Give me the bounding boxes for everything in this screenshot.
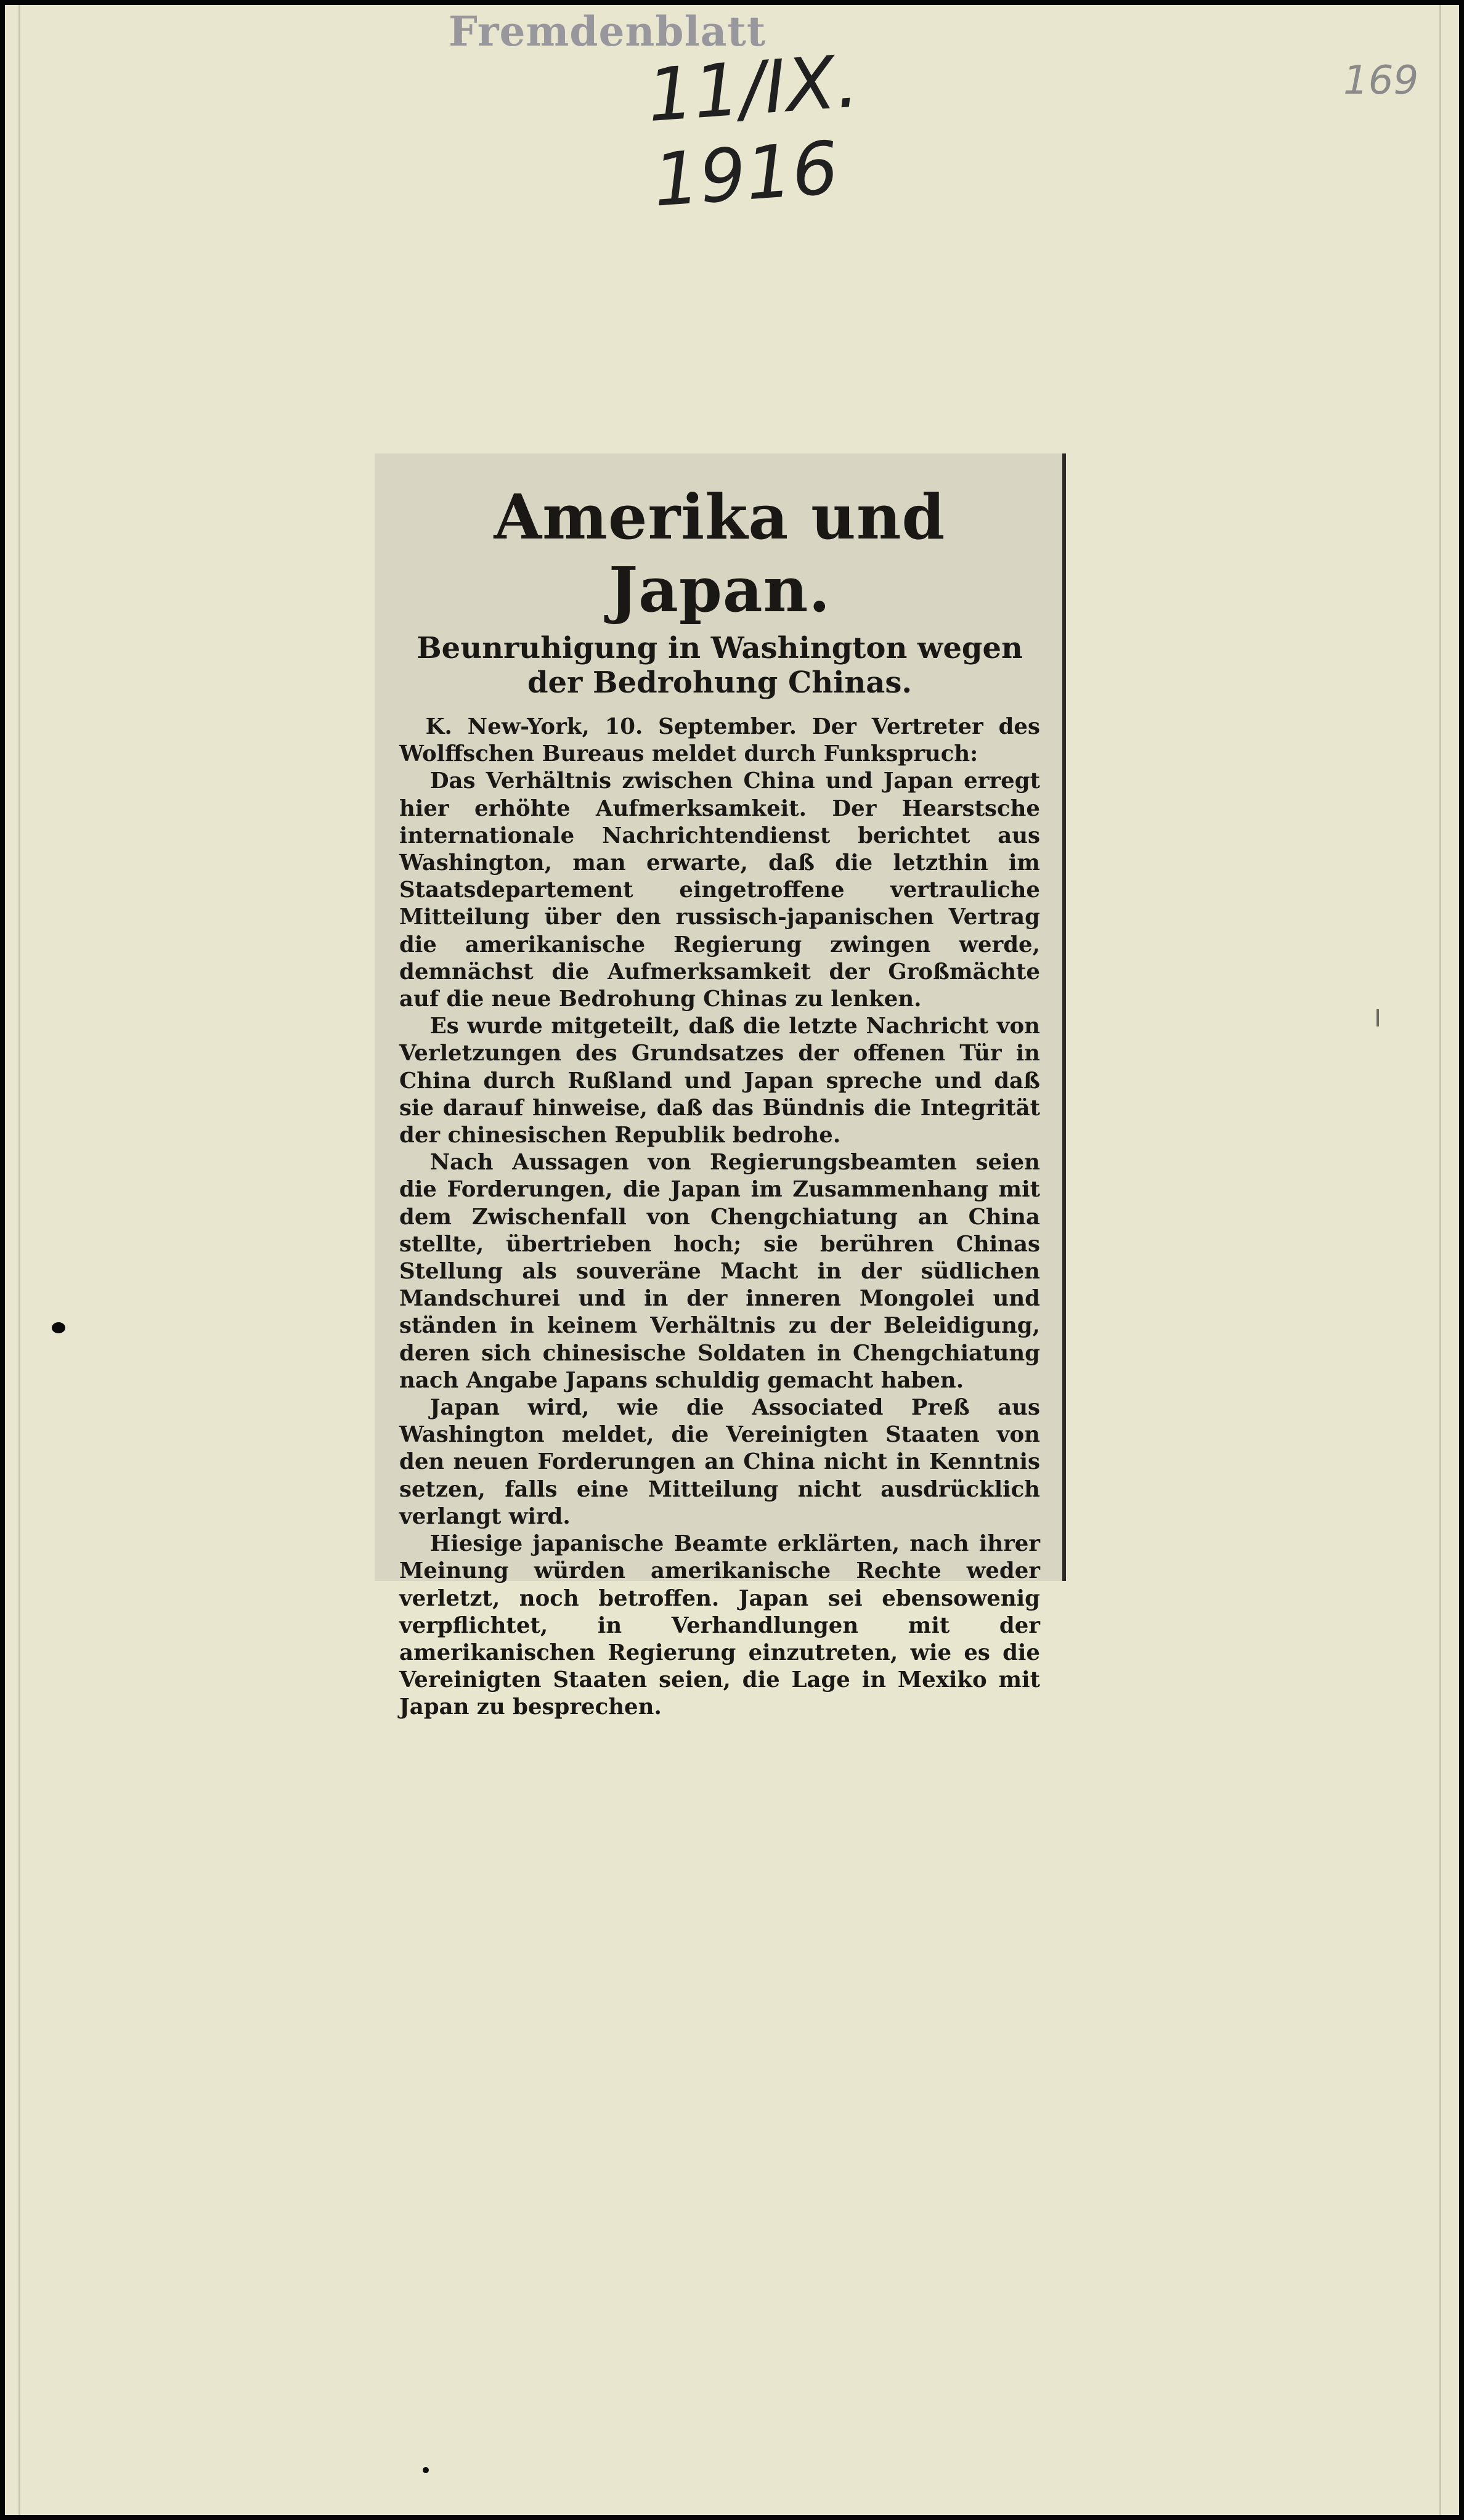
paper-mark xyxy=(1377,1009,1379,1026)
sheet-edge-line xyxy=(18,5,20,2515)
article-paragraph: Japan wird, wie die Associated Preß aus Washington meldet, die Vereinigten Staaten von den neuen Forderungen an China nicht in Kenntnis setzen, falls eine Mitteilung nicht ausdrücklich verlangt wird. xyxy=(399,1395,1040,1529)
article-title: Amerika und Japan. xyxy=(494,481,946,626)
ink-speck xyxy=(52,1322,65,1333)
sheet-edge-line xyxy=(1439,5,1441,2515)
page-number: 169 xyxy=(1343,58,1419,104)
handwritten-date: 11/IX. 1916 xyxy=(645,38,862,223)
article-paragraph: K. New-York, 10. September. Der Vertreter des Wolffschen Bureaus meldet durch Funkspruch: xyxy=(399,714,1040,767)
article-paragraph: Hiesige japanische Beamte erklärten, nach ihrer Meinung würden amerikanische Rechte weder verletzt, noch betroffen. Japan sei ebensowenig verpflichtet, in Verhandlungen mit der amerikanischen Regierung einzutreten, wie es die Vereinigten Staaten seien, die Lage in Mexiko mit Japan zu besprechen. xyxy=(399,1531,1040,1720)
ink-speck xyxy=(423,2467,429,2473)
article-paragraph: Nach Aussagen von Regierungsbeamten seien die Forderungen, die Japan im Zusammenhang mit dem Zwischenfall von Chengchiatung an China stellte, übertrieben hoch; sie berühren Chinas Stellung als souveräne Macht in der südlichen Mandschurei und in der inneren Mongolei und ständen in keinem Verhältnis zu der Beleidigung, deren sich chinesische Soldaten in Chengchiatung nach Angabe Japans schuldig gemacht haben. xyxy=(399,1150,1040,1393)
archive-sheet xyxy=(5,5,1459,2515)
article-paragraph: Das Verhältnis zwischen China und Japan erregt hier erhöhte Aufmerksamkeit. Der Hearstsche internationale Nachrichtendienst berichtet aus Washington, man erwarte, daß die letzthin im Staatsdepartement eingetroffene vertrauliche Mitteilung über den russisch-japanischen Vertrag die amerikanische Regierung zwingen werde, demnächst die Aufmerksamkeit der Großmächte auf die neue Bedrohung Chinas zu lenken. xyxy=(399,768,1040,1012)
newspaper-stamp: Fremdenblatt xyxy=(449,7,767,55)
newspaper-clipping xyxy=(375,453,1066,1720)
article-paragraph: Es wurde mitgeteilt, daß die letzte Nachricht von Verletzungen des Grundsatzes der offenen Tür in China durch Rußland und Japan spreche und daß sie darauf hinweise, daß das Bündnis die Integrität der chinesischen Republik bedrohe. xyxy=(399,1014,1040,1148)
article-subtitle: Beunruhigung in Washington wegen der Bedrohung Chinas. xyxy=(417,631,1023,700)
